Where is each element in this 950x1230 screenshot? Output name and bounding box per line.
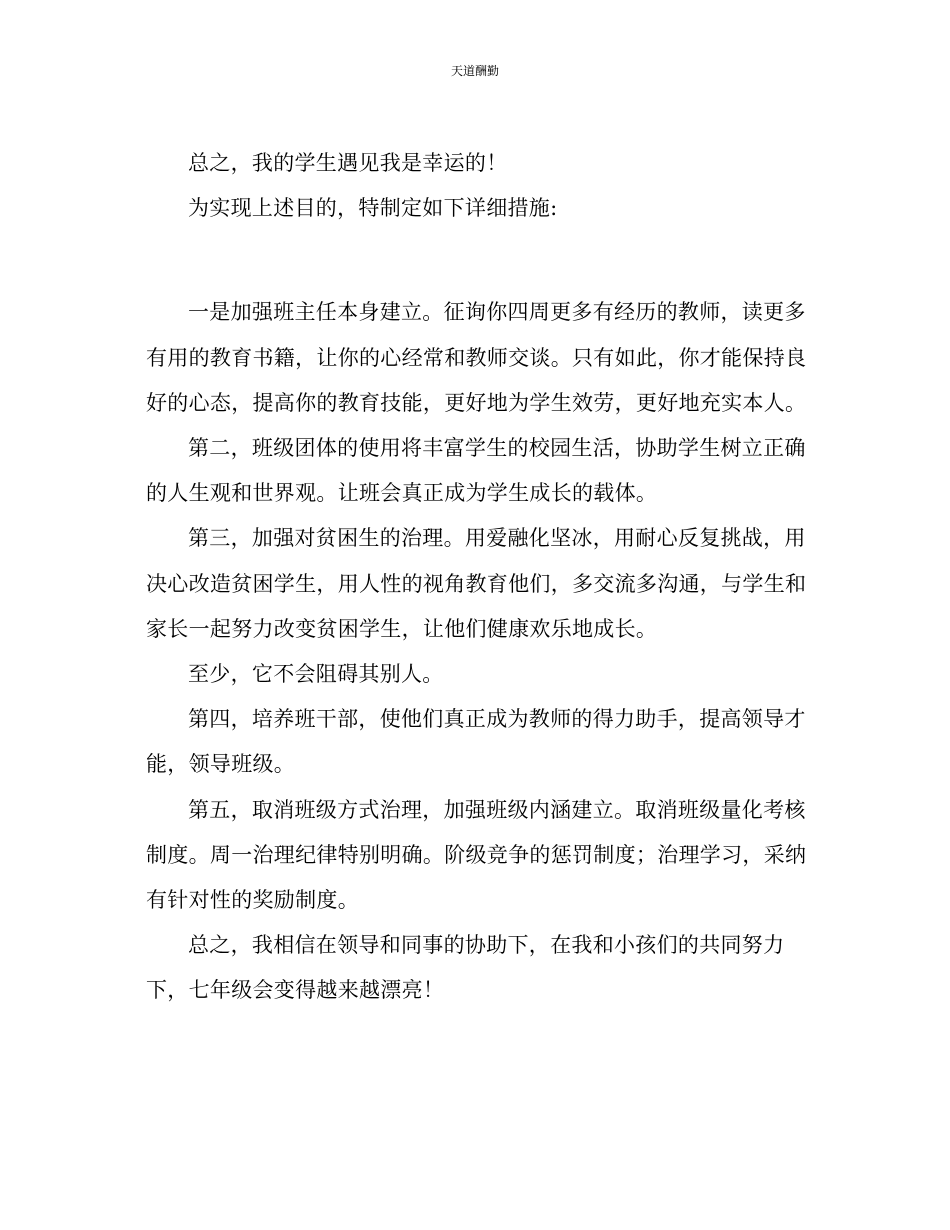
paragraph: 第四，培养班干部，使他们真正成为教师的得力助手，提高领导才能，领导班级。 [146,707,806,777]
paragraph: 为实现上述目的，特制定如下详细措施: [188,196,558,221]
paragraph: 第三，加强对贫困生的治理。用爱融化坚冰，用耐心反复挑战，用决心改造贫困学生，用人性的视角教育他们，多交流多沟通，与学生和家长一起努力改变贫困学生，让他们健康欢乐地成长。 [146,526,807,641]
document-body [146,141,809,1014]
paragraph: 第二，班级团体的使用将丰富学生的校园生活，协助学生树立正确的人生观和世界观。让班会真正成为学生成长的载体。 [146,436,806,506]
paragraph: 第五，取消班级方式治理，加强班级内涵建立。取消班级量化考核制度。周一治理纪律特别明确。阶级竞争的惩罚制度；治理学习，采纳有针对性的奖励制度。 [146,797,807,913]
paragraph: 总之，我相信在领导和同事的协助下，在我和小孩们的共同努力下，七年级会变得越来越漂亮！ [146,933,785,1003]
paragraph: 一是加强班主任本身建立。征询你四周更多有经历的教师，读更多有用的教育书籍，让你的心经常和教师交谈。只有如此，你才能保持良好的心态，提高你的教育技能，更好地为学生效劳，更好地充实本人。 [146,300,807,415]
paragraph: 总之，我的学生遇见我是幸运的！ [188,151,508,175]
page-header: 天道酬勤 [450,64,499,78]
paragraph-gap [146,231,809,290]
paragraph: 至少，它不会阻碍其别人。 [188,662,444,687]
